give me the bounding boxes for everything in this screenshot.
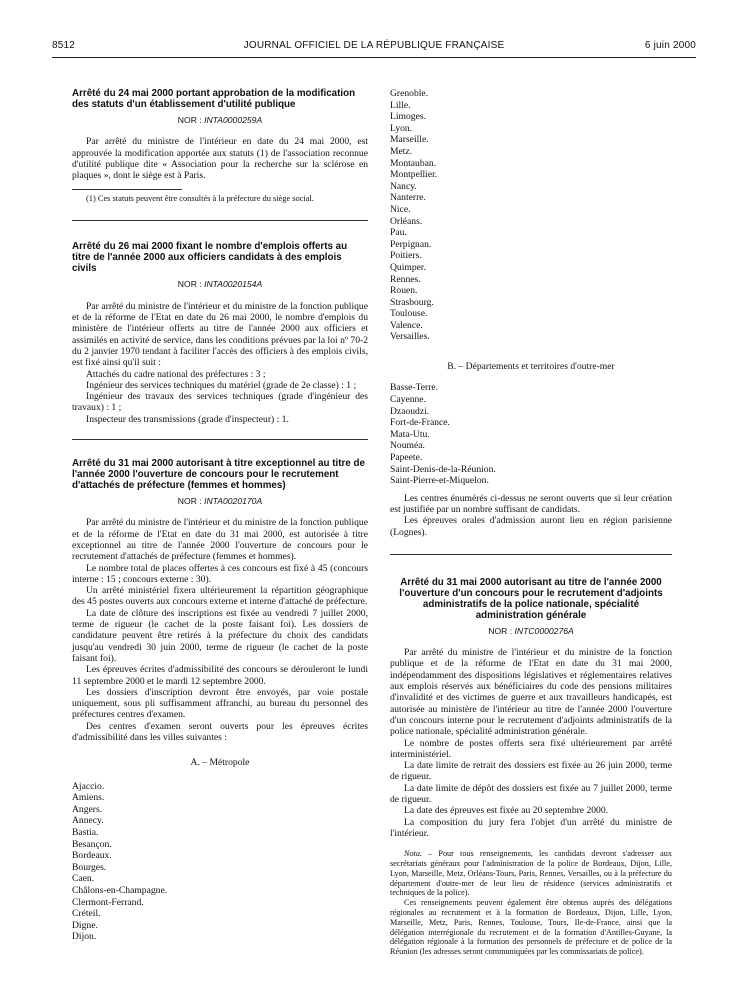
nor-code: INTA0000259A — [204, 115, 263, 125]
city-list-item: Lyon. — [390, 122, 413, 134]
city-list-item: Dijon. — [72, 931, 97, 943]
nor-code: INTA0020170A — [204, 496, 263, 507]
city-list-item: Lille. — [390, 99, 411, 111]
city-list-outremer — [390, 382, 672, 486]
city-list-item: Nancy. — [390, 180, 417, 192]
city-list-item: Bastia. — [72, 826, 99, 838]
city-list-item: Valence. — [390, 319, 423, 331]
paragraph: Le nombre total de places offertes à ces concours est fixé à 45 (concours interne : 15 ; concours externe : 30). — [72, 562, 368, 585]
city-list-item: Strasbourg. — [390, 296, 434, 308]
metropole-heading: A. – Métropole — [190, 757, 250, 769]
note-label: Nota. — [404, 849, 422, 859]
paragraph: Les dossiers d'inscription devront être envoyés, par voie postale uniquement, sous pli suffisamment affranchi, au bureau du personnel des préfectures centres d'examen. — [72, 686, 368, 721]
city-list-item: Saint-Pierre-et-Miquelon. — [390, 475, 489, 487]
nor-label: NOR : — [488, 625, 513, 636]
city-list-item: Ajaccio. — [72, 780, 105, 792]
paragraph: La date limite de dépôt des dossiers est fixée au 7 juillet 2000, terme de rigueur. — [390, 782, 672, 806]
section-divider — [72, 439, 368, 440]
city-list-item: Nice. — [390, 203, 411, 215]
nor-label: NOR : — [177, 115, 202, 125]
nor-code: INTA0020154A — [204, 279, 263, 290]
issue-date: 6 juin 2000 — [644, 40, 696, 51]
city-list-item: Digne. — [72, 919, 98, 931]
paragraph: La date de clôture des inscriptions est fixée au vendredi 7 juillet 2000, terme de rigueur (le cachet de la poste faisant foi). Les dossiers de candidature peuvent être retirés à la préfecture du choix des candidats jusqu'au vendredi 30 juin 2000, terme de rigueur (le cachet de la poste faisant foi). — [72, 607, 368, 664]
city-list-item: Montpellier. — [390, 169, 438, 181]
city-list-item: Versailles. — [390, 331, 430, 343]
city-list-item: Châlons-en-Champagne. — [72, 884, 168, 896]
paragraph: Inspecteur des transmissions (grade d'inspecteur) : 1. — [86, 413, 289, 425]
footnote-rule — [72, 189, 182, 190]
note-continued: Ces renseignements peuvent également être obtenus auprès des délégations régionales au recrutement et à la formation de Bordeaux, Dijon, Lille, Lyon, Marseille, Metz, Paris, Rennes, Toulouse, Tours, Ile-de-France, ainsi que la délégation interrégionale du recrutement et de la formation d'Antilles-Guyane, la délégation régionale à la formation des personnels de préfecture et de police de la Réunion (les adresses seront communiquées par les commissariats de police). — [390, 898, 672, 957]
city-list-item: Quimper. — [390, 261, 426, 273]
city-list-item: Grenoble. — [390, 88, 429, 99]
nor-label: NOR : — [177, 279, 202, 290]
section-divider — [390, 554, 672, 555]
city-list-item: Metz. — [390, 145, 413, 157]
nor-label: NOR : — [177, 496, 202, 507]
decree-2-nor — [72, 279, 368, 290]
city-list-item: Pau. — [390, 227, 407, 239]
paragraph: Les épreuves écrites d'admissibilité des concours se dérouleront le lundi 11 septembre 2000 et le mardi 12 septembre 2000. — [72, 664, 368, 687]
decree-4-title: Arrêté du 31 mai 2000 autorisant au titre de l'année 2000 l'ouverture d'un concours pour le recrutement d'adjoints administratifs de la police nationale, spécialité administration générale — [399, 576, 663, 621]
paragraph: Attachés du cadre national des préfectures : 3 ; — [86, 368, 266, 380]
footnote: (1) Ces statuts peuvent être consultés à la préfecture du siège social. — [86, 194, 314, 204]
city-list-item: Bourges. — [72, 861, 107, 873]
city-list-item: Créteil. — [72, 908, 101, 920]
paragraph: La date des épreuves est fixée au 20 septembre 2000. — [404, 805, 609, 817]
paragraph: Ingénieur des travaux des services techniques (grade d'ingénieur des travaux) : 1 ; — [72, 391, 368, 414]
decree-1-nor — [72, 115, 368, 126]
city-list-item: Cayenne. — [390, 393, 426, 405]
city-list-item: Fort-de-France. — [390, 417, 450, 429]
city-list-item: Saint-Denis-de-la-Réunion. — [390, 463, 496, 475]
paragraph: Les centres énumérés ci-dessus ne seront ouverts que si leur création est justifiée par un nombre suffisant de candidats. — [390, 492, 672, 515]
decree-1 — [72, 88, 368, 204]
nor-code: INTC0000276A — [514, 625, 574, 636]
city-list-item: Rouen. — [390, 285, 418, 297]
city-list-item: Perpignan. — [390, 238, 432, 250]
decree-4-nor — [390, 626, 672, 637]
paragraph: Par arrêté du ministre de l'intérieur et du ministre de la fonction publique et de la réforme de l'Etat en date du 26 mai 2000, le nombre d'emplois du ministère de l'intérieur offerts au titre de l'année 2000 aux officiers et assimilés en activité de service, dans les conditions prévues par la loi nº 70-2 du 2 janvier 1970 tendant à faciliter l'accès des officiers à des emplois civils, est fixé ainsi qu'il suit : — [72, 300, 368, 369]
decree-3-nor — [72, 496, 368, 507]
paragraph: Par arrêté du ministre de l'intérieur en date du 24 mai 2000, est approuvée la modification apportée aux statuts (1) de l'association reconnue d'utilité publique dite « Association pour la recherche sur la sclérose en plaques », dont le siège est à Paris. — [72, 136, 368, 182]
paragraph: La composition du jury fera l'objet d'un arrêté du ministre de l'intérieur. — [390, 816, 672, 839]
city-list-item: Marseille. — [390, 134, 429, 146]
city-list-item: Papeete. — [390, 451, 423, 463]
city-list-item: Dzaoudzi. — [390, 405, 430, 417]
paragraph: La date limite de retrait des dossiers est fixée au 26 juin 2000, terme de rigueur. — [390, 760, 672, 783]
city-list-item: Caen. — [72, 873, 95, 885]
city-list-item: Annecy. — [72, 815, 104, 827]
left-column — [72, 88, 368, 943]
paragraph: Le nombre de postes offerts sera fixé ultérieurement par arrêté interministériel. — [390, 737, 672, 760]
city-list-item: Montauban. — [390, 157, 437, 169]
city-list-metropole-part-1 — [72, 781, 368, 943]
decree-4 — [390, 577, 672, 957]
decree-3 — [72, 458, 368, 943]
city-list-metropole-part-2 — [390, 88, 672, 343]
city-list-item: Mata-Utu. — [390, 428, 430, 440]
page-header — [52, 40, 696, 56]
section-divider — [72, 220, 368, 221]
city-list-item: Nouméa. — [390, 440, 425, 452]
city-list-item: Clermont-Ferrand. — [72, 896, 144, 908]
decree-2-title: Arrêté du 26 mai 2000 fixant le nombre d'emplois offerts au titre de l'année 2000 aux officiers candidats à des emplois civils — [72, 241, 348, 275]
city-list-item: Poitiers. — [390, 250, 422, 262]
decree-2 — [72, 241, 368, 425]
city-list-item: Bordeaux. — [72, 850, 112, 862]
note-text: – Pour tous renseignements, les candidats devront s'adresser aux secrétariats généraux pour l'administration de la police de Bordeaux, Dijon, Lille, Lyon, Marseille, Metz, Orléans-Tours, Paris, Rennes, Versailles, ou à la préfecture du département d'outre-mer de leur lieu de résidence (services administratifs et techniques de la police). — [390, 849, 672, 898]
header-rule — [52, 57, 696, 58]
paragraph: Les épreuves orales d'admission auront lieu en région parisienne (Lognes). — [390, 515, 672, 538]
paragraph: Des centres d'examen seront ouverts pour les épreuves écrites d'admissibilité dans les villes suivantes : — [72, 720, 368, 743]
city-list-item: Rennes. — [390, 273, 421, 285]
city-list-item: Besançon. — [72, 838, 112, 850]
decree-3-title: Arrêté du 31 mai 2000 autorisant à titre exceptionnel au titre de l'année 2000 l'ouverture de concours pour le recrutement d'attachés de préfecture (femmes et hommes) — [72, 458, 365, 492]
note — [390, 849, 672, 898]
decree-1-title: Arrêté du 24 mai 2000 portant approbation de la modification des statuts d'un établissement d'utilité publique — [72, 88, 356, 110]
city-list-item: Nanterre. — [390, 192, 426, 204]
outremer-heading: B. – Départements et territoires d'outre-mer — [447, 361, 615, 373]
city-list-item: Amiens. — [72, 792, 105, 804]
right-column — [390, 88, 672, 957]
city-list-item: Toulouse. — [390, 308, 428, 320]
paragraph: Par arrêté du ministre de l'intérieur et du ministre de la fonction publique et de la réforme de l'Etat en date du 31 mai 2000, indépendamment des dispositions législatives et réglementaires relatives aux emplois réservés aux bénéficiaires du code des pensions militaires d'invalidité et des victimes de guerre et aux travailleurs handicapés, est autorisée au ministère de l'intérieur au titre de l'année 2000 l'ouverture d'un concours interne pour le recrutement d'adjoints administratifs de la police nationale, spécialité administration générale. — [390, 647, 672, 738]
city-list-item: Orléans. — [390, 215, 423, 227]
page-number: 8512 — [52, 40, 76, 51]
journal-title: JOURNAL OFFICIEL DE LA RÉPUBLIQUE FRANÇAISE — [243, 40, 505, 51]
paragraph: Par arrêté du ministre de l'intérieur et du ministre de la fonction publique et de la réforme de l'Etat en date du 31 mai 2000, est autorisée à titre exceptionnel au titre de l'année 2000 l'ouverture de concours pour le recrutement d'attachés de préfecture (femmes et hommes). — [72, 517, 368, 563]
city-list-item: Basse-Terre. — [390, 382, 439, 394]
city-list-item: Limoges. — [390, 111, 426, 123]
city-list-item: Angers. — [72, 803, 103, 815]
paragraph: Ingénieur des services techniques du matériel (grade de 2e classe) : 1 ; — [86, 379, 357, 391]
paragraph: Un arrêté ministériel fixera ultérieurement la répartition géographique des 45 postes ouverts aux concours externe et interne d'attaché de préfecture. — [72, 585, 368, 608]
